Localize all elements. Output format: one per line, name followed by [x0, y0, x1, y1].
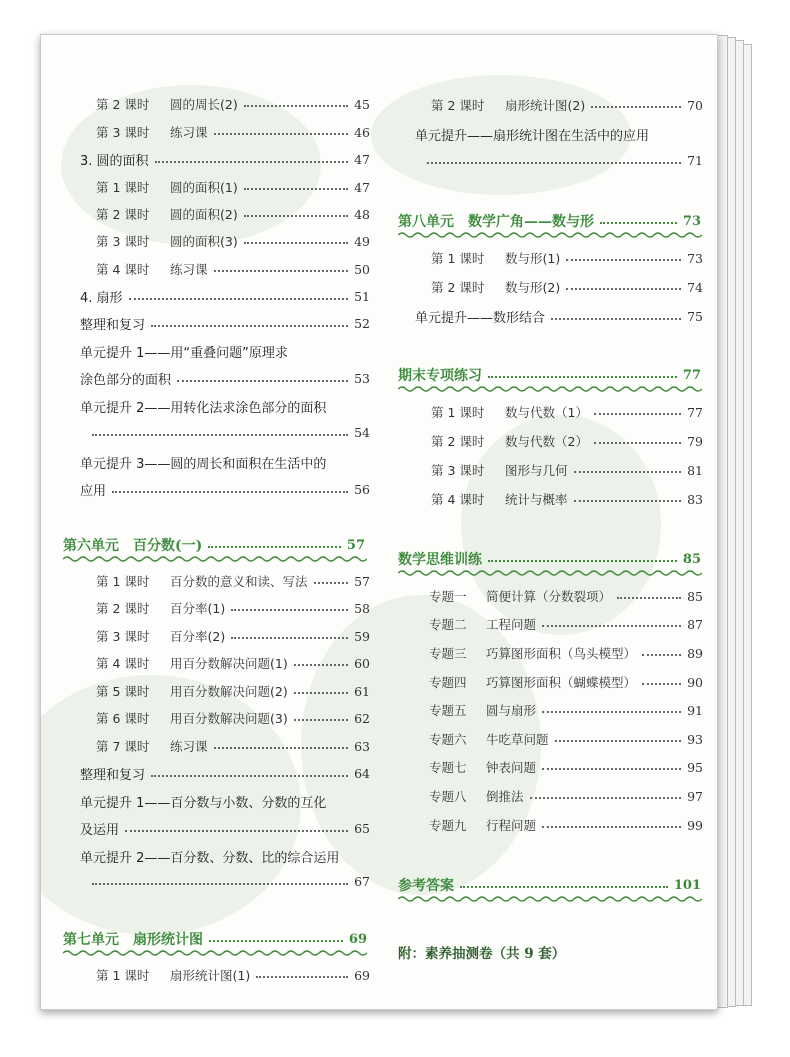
- entry-title: 行程问题: [486, 818, 537, 833]
- dot-leader: [208, 546, 341, 548]
- entry-title: 图形与几何: [505, 463, 568, 478]
- dot-leader: [566, 288, 681, 290]
- dot-leader: [231, 609, 348, 611]
- dot-leader: [530, 797, 682, 799]
- wave-divider: [398, 385, 702, 393]
- dot-leader: [214, 270, 349, 272]
- toc-page: [40, 34, 718, 1010]
- toc-entry[interactable]: [80, 819, 370, 838]
- dot-leader: [244, 215, 348, 217]
- entry-title: 百分数的意义和读、写法: [170, 574, 308, 589]
- page-number: 67: [354, 874, 370, 889]
- topic-label: 专题八: [429, 789, 467, 804]
- entry-title: 统计与概率: [505, 492, 568, 507]
- page-number: 73: [687, 250, 703, 266]
- entry-title: 练习课: [170, 125, 208, 140]
- unit-title: 第七单元 扇形统计图: [63, 932, 203, 948]
- entry-title: 扇形统计图(1): [170, 968, 251, 983]
- entry-title: 练习课: [170, 739, 208, 754]
- page-number: 54: [354, 425, 370, 440]
- toc-entry[interactable]: [80, 287, 370, 306]
- topic-label: 专题六: [429, 732, 467, 747]
- wave-divider: [398, 231, 702, 239]
- entry-title: 倒推法: [486, 789, 524, 804]
- entry-title: 用百分数解决问题(1): [170, 656, 288, 671]
- dot-leader: [151, 775, 348, 777]
- toc-entry[interactable]: [96, 95, 370, 113]
- entry-title-line: 单元提升 3——圆的周长和面积在生活中的: [80, 457, 327, 472]
- dot-leader: [460, 886, 668, 888]
- page-number: 47: [354, 179, 370, 195]
- unit-heading[interactable]: [63, 929, 367, 949]
- page-number: 61: [354, 683, 370, 699]
- entry-title: 钟表问题: [486, 760, 537, 775]
- toc-entry[interactable]: [96, 260, 370, 278]
- dot-leader: [129, 298, 349, 300]
- dot-leader: [244, 188, 348, 190]
- dot-leader: [92, 883, 348, 885]
- toc-entry[interactable]: [431, 461, 703, 479]
- toc-entry[interactable]: [96, 232, 370, 250]
- dot-leader: [209, 940, 343, 942]
- lesson-label: 第 1 课时: [96, 968, 150, 983]
- page-number: 83: [687, 491, 703, 507]
- dot-leader: [642, 683, 681, 685]
- page-number: 58: [354, 600, 370, 616]
- entry-title: 及运用: [80, 823, 120, 838]
- toc-entry[interactable]: [80, 480, 370, 499]
- toc-entry[interactable]: [431, 432, 703, 450]
- toc-entry[interactable]: [96, 627, 370, 645]
- lesson-label: 第 2 课时: [96, 207, 150, 222]
- unit-title: 期末专项练习: [398, 368, 482, 384]
- page-number: 48: [354, 206, 370, 222]
- unit-heading[interactable]: [398, 875, 701, 895]
- page-number: 77: [687, 404, 703, 420]
- toc-entry[interactable]: [96, 737, 370, 755]
- entry-title: 练习课: [170, 262, 208, 277]
- toc-entry[interactable]: [429, 673, 703, 691]
- page-number: 60: [354, 655, 370, 671]
- unit-heading[interactable]: [63, 535, 365, 555]
- page-number: 52: [354, 316, 370, 331]
- toc-entry[interactable]: [80, 369, 370, 388]
- page-number: 69: [354, 967, 370, 983]
- lesson-label: 第 5 课时: [96, 684, 150, 699]
- page-number: 73: [682, 213, 701, 229]
- page-number: 59: [354, 628, 370, 644]
- dot-leader: [244, 242, 348, 244]
- entry-title-line: 单元提升 1——百分数与小数、分数的互化: [80, 796, 327, 811]
- topic-label: 专题五: [429, 703, 467, 718]
- dot-leader: [594, 413, 681, 415]
- toc-entry[interactable]: [96, 709, 370, 727]
- dot-leader: [594, 442, 681, 444]
- entry-title: 扇形统计图(2): [505, 98, 586, 113]
- unit-title: 数学思维训练: [398, 552, 482, 568]
- lesson-label: 第 1 课时: [96, 574, 150, 589]
- dot-leader: [244, 105, 348, 107]
- dot-leader: [617, 597, 681, 599]
- dot-leader: [542, 768, 681, 770]
- toc-entry[interactable]: [429, 615, 703, 633]
- page-number: 57: [354, 573, 370, 589]
- page-number: 95: [687, 759, 703, 775]
- toc-entry[interactable]: [429, 587, 703, 605]
- toc-entry[interactable]: [429, 730, 703, 748]
- lesson-label: 第 4 课时: [96, 656, 150, 671]
- wave-divider: [398, 895, 702, 903]
- wave-divider: [398, 569, 702, 577]
- dot-leader: [488, 560, 677, 562]
- dot-leader: [214, 747, 349, 749]
- unit-heading[interactable]: [398, 549, 701, 569]
- page-number: 53: [354, 371, 370, 386]
- entry-title: 用百分数解决问题(2): [170, 684, 288, 699]
- toc-entry[interactable]: [429, 816, 703, 834]
- dot-leader: [542, 711, 681, 713]
- lesson-label: 第 2 课时: [96, 97, 150, 112]
- lesson-label: 第 2 课时: [96, 601, 150, 616]
- toc-entry[interactable]: [80, 314, 370, 333]
- dot-leader: [566, 259, 681, 261]
- topic-label: 专题三: [429, 646, 467, 661]
- entry-title-line: 单元提升 2——百分数、分数、比的综合运用: [80, 851, 340, 866]
- toc-entry[interactable]: [415, 307, 703, 326]
- entry-title: 涂色部分的面积: [80, 373, 172, 388]
- entry-title-line: 单元提升 1——用“重叠问题”原理求: [80, 346, 288, 361]
- lesson-label: 第 1 课时: [431, 405, 485, 420]
- page-number: 91: [687, 702, 703, 718]
- entry-title: 巧算图形面积（蝴蝶模型）: [486, 675, 637, 690]
- toc-entry[interactable]: [429, 644, 703, 662]
- entry-title: 工程问题: [486, 617, 537, 632]
- page-number: 71: [687, 153, 703, 168]
- page-number: 79: [687, 433, 703, 449]
- toc-entry[interactable]: [96, 123, 370, 141]
- dot-leader: [574, 500, 682, 502]
- lesson-label: 第 6 课时: [96, 711, 150, 726]
- dot-leader: [488, 376, 677, 378]
- dot-leader: [214, 133, 349, 135]
- dot-leader: [591, 106, 681, 108]
- toc-entry[interactable]: [80, 425, 370, 440]
- page-number: 99: [687, 817, 703, 833]
- dot-leader: [294, 719, 348, 721]
- page-number: 57: [346, 537, 365, 553]
- wave-divider: [63, 949, 367, 957]
- lesson-label: 第 4 课时: [431, 492, 485, 507]
- dot-leader: [151, 325, 348, 327]
- page-number: 90: [687, 674, 703, 690]
- page-number: 89: [687, 645, 703, 661]
- toc-entry[interactable]: [429, 758, 703, 776]
- lesson-label: 第 1 课时: [431, 251, 485, 266]
- dot-leader: [177, 380, 348, 382]
- entry-title: 百分率(2): [170, 629, 226, 644]
- topic-label: 专题一: [429, 589, 467, 604]
- page-number: 87: [687, 616, 703, 632]
- entry-title: 牛吃草问题: [486, 732, 549, 747]
- wave-divider: [63, 555, 367, 563]
- entry-title: 数与形(1): [505, 251, 561, 266]
- dot-leader: [112, 491, 348, 493]
- page-number: 97: [687, 788, 703, 804]
- entry-title: 圆的面积(3): [170, 234, 238, 249]
- entry-title: 简便计算（分数裂项）: [486, 589, 612, 604]
- page-number: 63: [354, 738, 370, 754]
- topic-label: 专题四: [429, 675, 467, 690]
- entry-title: 3. 圆的面积: [80, 154, 149, 169]
- page-number: 47: [354, 152, 370, 167]
- dot-leader: [642, 654, 681, 656]
- entry-title: 圆的面积(1): [170, 180, 238, 195]
- dot-leader: [294, 664, 348, 666]
- toc-entry[interactable]: [415, 153, 703, 168]
- page-number: 65: [354, 821, 370, 836]
- entry-title: 用百分数解决问题(3): [170, 711, 288, 726]
- toc-entry[interactable]: [96, 682, 370, 700]
- entry-title: 圆的面积(2): [170, 207, 238, 222]
- entry-title: 圆与扇形: [486, 703, 537, 718]
- entry-title: 数与形(2): [505, 280, 561, 295]
- lesson-label: 第 3 课时: [96, 234, 150, 249]
- dot-leader: [314, 582, 349, 584]
- topic-label: 专题七: [429, 760, 467, 775]
- entry-title: 应用: [80, 484, 107, 499]
- dot-leader: [555, 740, 682, 742]
- dot-leader: [427, 162, 681, 164]
- entry-title-line: 单元提升 2——用转化法求涂色部分的面积: [80, 401, 327, 416]
- page-number: 46: [354, 124, 370, 140]
- entry-title: 百分率(1): [170, 601, 226, 616]
- page-number: 45: [354, 96, 370, 112]
- toc-entry[interactable]: [429, 701, 703, 719]
- dot-leader: [542, 826, 681, 828]
- unit-title: 第八单元 数学广角——数与形: [398, 214, 594, 230]
- toc-entry[interactable]: [80, 874, 370, 889]
- toc-entry[interactable]: [431, 96, 703, 114]
- entry-title: 整理和复习: [80, 768, 146, 783]
- dot-leader: [256, 976, 348, 978]
- toc-entry[interactable]: [80, 764, 370, 783]
- page-number: 50: [354, 261, 370, 277]
- entry-title: 圆的周长(2): [170, 97, 238, 112]
- lesson-label: 第 1 课时: [96, 180, 150, 195]
- toc-entry[interactable]: [80, 150, 370, 169]
- appendix-title[interactable]: 附：素养抽测卷（共 9 套）: [398, 946, 566, 962]
- lesson-label: 第 4 课时: [96, 262, 150, 277]
- unit-heading[interactable]: [398, 365, 701, 385]
- page-number: 85: [682, 551, 701, 567]
- entry-title-line: 单元提升——扇形统计图在生活中的应用: [415, 129, 650, 144]
- page-number: 62: [354, 710, 370, 726]
- page-number: 93: [687, 731, 703, 747]
- lesson-label: 第 3 课时: [96, 125, 150, 140]
- lesson-label: 第 3 课时: [96, 629, 150, 644]
- dot-leader: [92, 434, 348, 436]
- lesson-label: 第 3 课时: [431, 463, 485, 478]
- dot-leader: [125, 830, 348, 832]
- dot-leader: [542, 625, 681, 627]
- dot-leader: [574, 471, 682, 473]
- entry-title: 4. 扇形: [80, 291, 123, 306]
- entry-title: 数与代数（2）: [505, 434, 588, 449]
- lesson-label: 第 2 课时: [431, 434, 485, 449]
- dot-leader: [551, 318, 681, 320]
- dot-leader: [231, 637, 348, 639]
- page-number: 64: [354, 766, 370, 781]
- page-number: 49: [354, 233, 370, 249]
- toc-entry[interactable]: [96, 654, 370, 672]
- page-number: 74: [687, 279, 703, 295]
- lesson-label: 第 2 课时: [431, 280, 485, 295]
- entry-title: 整理和复习: [80, 318, 146, 333]
- page-number: 75: [687, 309, 703, 324]
- page-number: 70: [687, 97, 703, 113]
- dot-leader: [600, 222, 677, 224]
- page-number: 56: [354, 482, 370, 497]
- toc-entry[interactable]: [431, 249, 703, 267]
- page-number: 101: [673, 877, 701, 893]
- toc-entry[interactable]: [96, 178, 370, 196]
- toc-entry[interactable]: [96, 599, 370, 617]
- toc-entry[interactable]: [429, 787, 703, 805]
- entry-title: 数与代数（1）: [505, 405, 588, 420]
- unit-heading[interactable]: [398, 211, 701, 231]
- page-number: 69: [348, 931, 367, 947]
- lesson-label: 第 7 课时: [96, 739, 150, 754]
- toc-entry[interactable]: [431, 403, 703, 421]
- page-number: 85: [687, 588, 703, 604]
- lesson-label: 第 2 课时: [431, 98, 485, 113]
- toc-entry[interactable]: [96, 205, 370, 223]
- dot-leader: [155, 161, 349, 163]
- dot-leader: [294, 692, 348, 694]
- toc-entry[interactable]: [96, 966, 370, 984]
- topic-label: 专题二: [429, 617, 467, 632]
- unit-title: 参考答案: [398, 878, 454, 894]
- page-number: 51: [354, 289, 370, 304]
- unit-title: 第六单元 百分数(一): [63, 538, 203, 554]
- toc-entry[interactable]: [431, 490, 703, 508]
- entry-title: 巧算图形面积（鸟头模型）: [486, 646, 637, 661]
- toc-entry[interactable]: [96, 572, 370, 590]
- entry-title: 单元提升——数形结合: [415, 311, 546, 326]
- toc-entry[interactable]: [431, 278, 703, 296]
- page-number: 81: [687, 462, 703, 478]
- page-number: 77: [682, 367, 701, 383]
- topic-label: 专题九: [429, 818, 467, 833]
